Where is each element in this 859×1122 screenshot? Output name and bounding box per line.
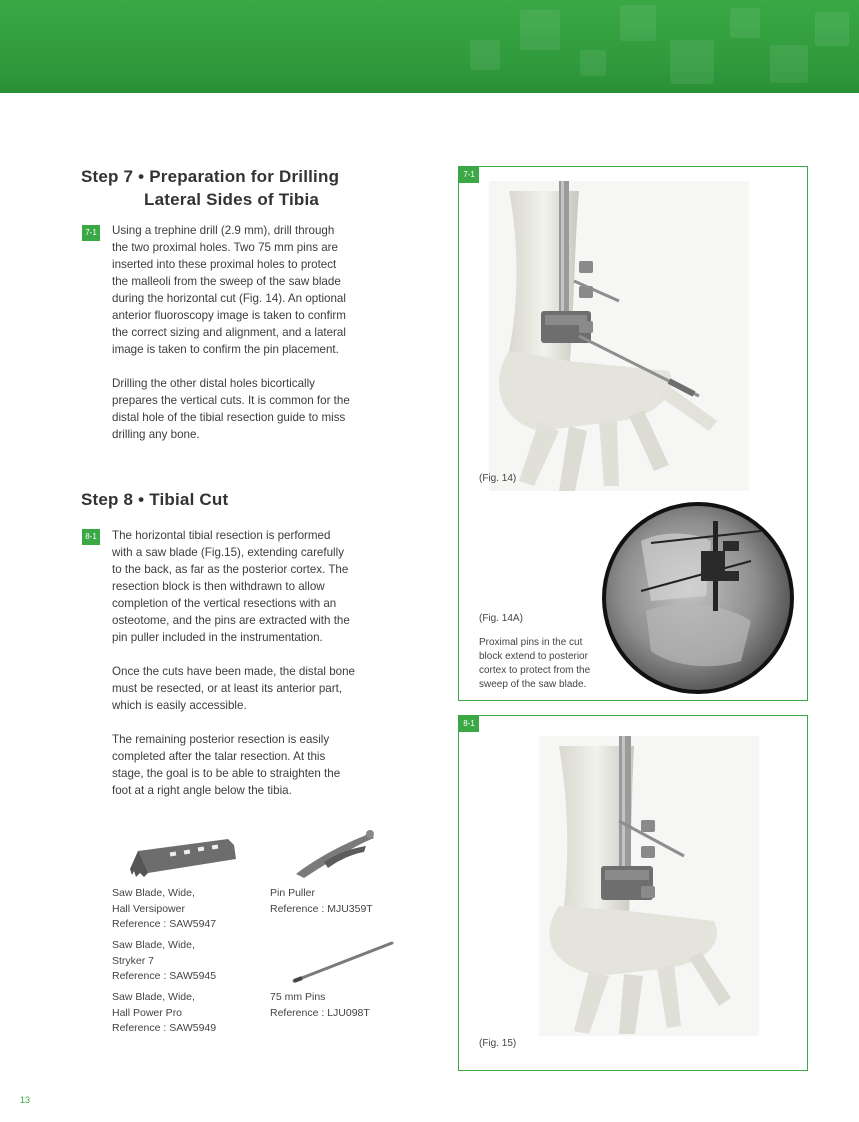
text-line: which is easily accessible. [112, 699, 247, 712]
text-line: Drilling the other distal holes bicortically [112, 377, 315, 390]
step8-paragraph-2 [112, 663, 355, 714]
text-line: during the horizontal cut (Fig. 14). An optional [112, 292, 346, 305]
step7-paragraph-2 [112, 375, 350, 443]
text-line: Hall Versipower [112, 902, 185, 915]
step7-title [81, 167, 339, 210]
text-line: Saw Blade, Wide, [112, 887, 195, 899]
text-line: Pin Puller [270, 887, 315, 899]
text-line: Saw Blade, Wide, [112, 991, 195, 1003]
text-line: Using a trephine drill (2.9 mm), drill through [112, 224, 335, 237]
product-saw-blade-hall-power-pro [112, 990, 216, 1037]
text-line: osteotome, and the pins are extracted with the [112, 614, 350, 627]
text-line: anterior fluoroscopy image is taken to confirm [112, 309, 346, 322]
figure-15-tag: 8-1 [459, 716, 479, 732]
text-line: cortex to protect from the [479, 665, 591, 676]
pin-puller-image [284, 822, 384, 882]
text-line: resection block is then withdrawn to allow [112, 580, 325, 593]
step7-paragraph-1 [112, 222, 346, 358]
figure-14-tag: 7-1 [459, 167, 479, 183]
text-line: block extend to posterior [479, 651, 588, 662]
text-line: Once the cuts have been made, the distal bone [112, 665, 355, 678]
text-line: inserted into these proximal holes to protect [112, 258, 337, 271]
text-line: drilling any bone. [112, 428, 200, 441]
text-line: the correct sizing and alignment, and a lateral [112, 326, 346, 339]
text-line: Proximal pins in the cut [479, 637, 583, 648]
step7-title-line2: Lateral Sides of Tibia [144, 190, 320, 209]
step8-paragraph-1 [112, 527, 350, 646]
text-line: pin puller included in the instrumentation. [112, 631, 323, 644]
step8-tag: 8-1 [82, 529, 100, 545]
product-saw-blade-stryker [112, 938, 216, 985]
product-saw-blade-hall-versipower [112, 886, 216, 933]
text-line: with a saw blade (Fig.15), extending carefully [112, 546, 344, 559]
text-line: Reference : LJU098T [270, 1006, 370, 1019]
page-number: 13 [20, 1095, 31, 1105]
text-line: Reference : MJU359T [270, 902, 373, 915]
figure-14-caption: (Fig. 14) [479, 473, 517, 484]
text-line: sweep of the saw blade. [479, 679, 587, 690]
text-line: Reference : SAW5947 [112, 918, 217, 930]
text-line: completion of the vertical resections with an [112, 597, 337, 610]
figure-14-box [458, 166, 808, 701]
step7-title-line1: Step 7 • Preparation for Drilling [81, 167, 340, 186]
text-line: stage, the goal is to be able to straighten the [112, 767, 341, 780]
text-line: The horizontal tibial resection is performed [112, 529, 331, 542]
figure-14a-note [479, 636, 590, 692]
text-line: prepares the vertical cuts. It is common for the [112, 394, 350, 407]
ankle-with-saw-blade-image [539, 736, 759, 1036]
text-line: must be resected, or at least its anterior part, [112, 682, 343, 695]
text-line: Saw Blade, Wide, [112, 939, 195, 951]
product-pins [270, 990, 370, 1021]
text-line: foot at a right angle below the tibia. [112, 784, 292, 797]
text-line: completed after the talar resection. At this [112, 750, 326, 763]
text-line: to the back, as far as the posterior cortex. The [112, 563, 349, 576]
text-line: Hall Power Pro [112, 1006, 183, 1019]
fluoroscopy-image [601, 501, 795, 695]
saw-blade-image [118, 825, 248, 885]
step8-title: Step 8 • Tibial Cut [81, 490, 229, 509]
text-line: Reference : SAW5949 [112, 1022, 217, 1034]
ankle-with-resection-guide-image [479, 181, 779, 501]
figure-15-box [458, 715, 808, 1071]
text-line: 75 mm Pins [270, 991, 326, 1003]
text-line: the two proximal holes. Two 75 mm pins are [112, 241, 338, 254]
text-line: Reference : SAW5945 [112, 970, 217, 982]
text-line: Stryker 7 [112, 954, 155, 967]
text-line: the malleoli from the sweep of the saw blade [112, 275, 341, 288]
figure-14a-caption: (Fig. 14A) [479, 613, 523, 624]
text-line: The remaining posterior resection is easily [112, 733, 330, 746]
text-line: image is taken to confirm the pin placement. [112, 343, 339, 356]
header-banner [0, 0, 859, 93]
product-pin-puller [270, 886, 373, 917]
step7-tag: 7-1 [82, 225, 100, 241]
step8-paragraph-3 [112, 731, 340, 799]
text-line: distal hole of the tibial resection guide to miss [112, 411, 346, 424]
figure-15-caption: (Fig. 15) [479, 1038, 517, 1049]
pins-image [282, 935, 402, 990]
